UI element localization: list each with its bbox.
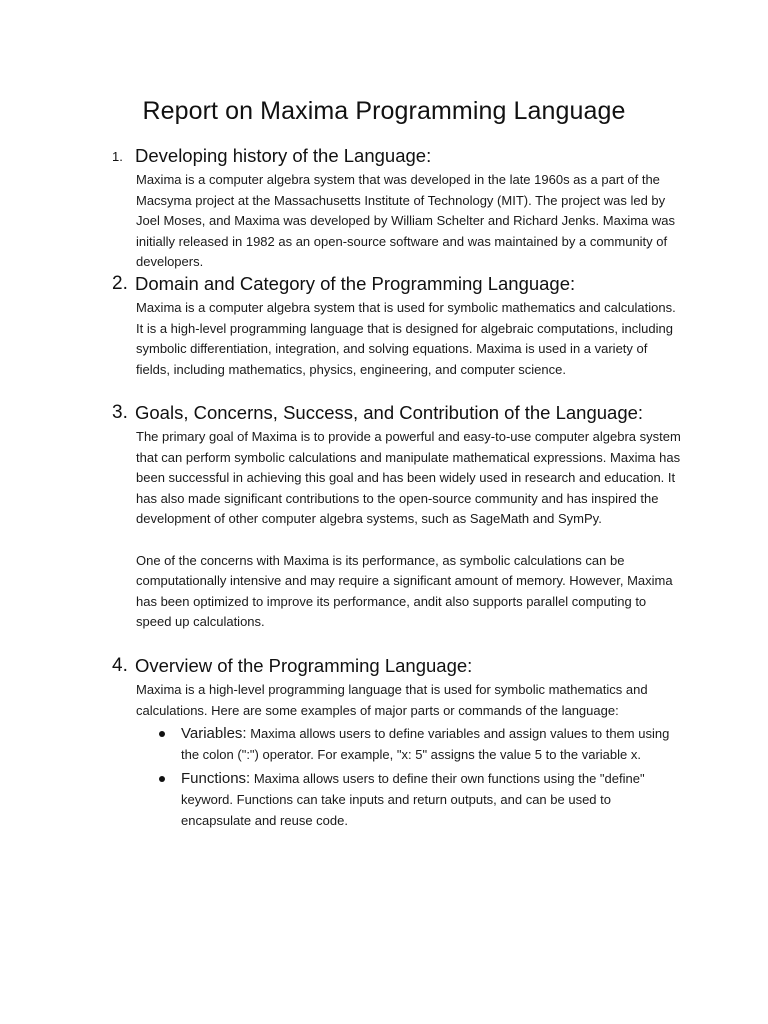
section-heading: Goals, Concerns, Success, and Contribution of the Language:	[135, 402, 644, 423]
section-body	[136, 170, 682, 273]
section-overview	[112, 653, 682, 834]
section-history	[112, 143, 682, 273]
bullet-text: Maxima allows users to define their own functions using the "define" keyword. Functions can take inputs and return outputs, and can be used to encapsulate and reuse code.	[181, 771, 645, 829]
section-number: 4.	[112, 655, 128, 676]
section-number: 1.	[112, 149, 123, 164]
paragraph: One of the concerns with Maxima is its performance, as symbolic calculations can be computationally intensive and may require a significant amount of memory. However, Maxima has been optimized to improve its performance, andit also supports parallel computing to speed up calculations.	[136, 552, 673, 630]
bullet-icon	[159, 731, 165, 737]
section-number: 2.	[112, 273, 128, 294]
bullet-term: Variables:	[181, 725, 247, 743]
paragraph: Maxima is a high-level programming language that is used for symbolic mathematics and calculations. Here are some examples of major parts or commands of the language:	[136, 682, 648, 718]
bullet-list	[136, 723, 682, 831]
paragraph: Maxima is a computer algebra system that is used for symbolic mathematics and calculations. It is a high-level programming language that is designed for algebraic computations, including symbolic differentiation, integration, and solving equations. Maxima is used in a variety of fields, including mathematics, physics, engineering, and computer science.	[136, 300, 676, 377]
paragraph: Maxima is a computer algebra system that was developed in the late 1960s as a part of the Macsyma project at the Massachusetts Institute of Technology (MIT). The project was led by Joel Moses, and Maxima was developed by William Schelter and Richard Jenks. Maxima was initially released in 1982 as an open-source software and was maintained by a community of developers.	[136, 172, 675, 270]
bullet-item-variables	[136, 723, 682, 765]
section-heading: Developing history of the Language:	[135, 145, 432, 166]
section-heading: Overview of the Programming Language:	[135, 655, 473, 676]
bullet-text: Maxima allows users to define variables and assign values to them using the colon (":") operator. For example, "x: 5" assigns the value 5 to the variable x.	[181, 726, 670, 763]
section-body	[136, 680, 682, 831]
section-heading: Domain and Category of the Programming Language:	[135, 273, 576, 294]
section-number: 3.	[112, 402, 128, 423]
document-title: Report on Maxima Programming Language	[142, 97, 626, 125]
section-goals	[112, 400, 682, 633]
bullet-term: Functions:	[181, 770, 251, 788]
section-body	[136, 427, 682, 633]
bullet-icon	[159, 776, 165, 782]
section-body	[136, 298, 682, 380]
section-domain	[112, 271, 682, 380]
paragraph: The primary goal of Maxima is to provide a powerful and easy-to-use computer algebra system that can perform symbolic calculations and manipulate mathematical expressions. Maxima has been successful in achieving this goal and has been widely used in research and education. It has also made significant contributions to the open-source community and has inspired the development of other computer algebra systems, such as SageMath and SymPy.	[136, 429, 681, 527]
bullet-item-functions	[136, 768, 682, 831]
